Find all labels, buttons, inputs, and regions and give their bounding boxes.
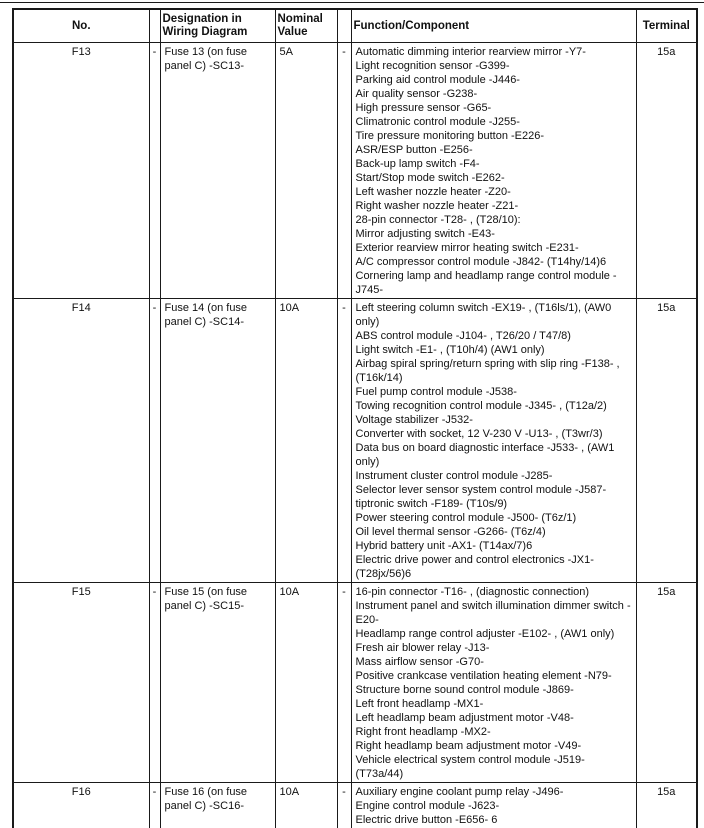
header-row: [13, 9, 697, 43]
fuse-number-cell: F16: [13, 783, 149, 828]
function-item: Selector lever sensor system control module -J587- tiptronic switch -F189- (T10s/9): [355, 484, 607, 510]
function-item: Voltage stabilizer -J532-: [355, 414, 473, 426]
function-item: Converter with socket, 12 V-230 V -U13- , (T3wr/3): [355, 428, 603, 440]
terminal-cell: 15a: [636, 43, 697, 299]
terminal-cell: 15a: [636, 583, 697, 783]
fuse-number-cell: F15: [13, 583, 149, 783]
function-item: Automatic dimming interior rearview mirror -Y7-: [355, 46, 586, 58]
function-item: 28-pin connector -T28- , (T28/10):: [355, 214, 521, 226]
function-item: Positive crankcase ventilation heating element -N79-: [355, 670, 612, 682]
function-item: Right front headlamp -MX2-: [355, 726, 491, 738]
function-item: Data bus on board diagnostic interface -J533- , (AW1 only): [355, 442, 615, 468]
function-item: Mirror adjusting switch -E43-: [355, 228, 495, 240]
nominal-value-cell: 10A: [275, 783, 337, 828]
function-item: Electric drive power and control electronics -JX1- (T28jx/56)6: [355, 554, 594, 580]
function-item: Left front headlamp -MX1-: [355, 698, 484, 710]
fuse-row: [13, 43, 697, 299]
function-item: Air quality sensor -G238-: [355, 88, 478, 100]
function-item: Right headlamp beam adjustment motor -V49-: [355, 740, 582, 752]
dash-cell: -: [337, 783, 351, 828]
dash-cell: -: [337, 583, 351, 783]
designation-cell: Fuse 14 (on fuse panel C) -SC14-: [160, 299, 275, 583]
function-item: Fresh air blower relay -J13-: [355, 642, 490, 654]
function-item: Auxiliary engine coolant pump relay -J496-: [355, 786, 564, 798]
header-function: Function/Component: [351, 9, 636, 43]
function-list-cell: [351, 43, 636, 299]
header-spacer-left: [149, 9, 160, 43]
terminal-cell: 15a: [636, 299, 697, 583]
function-item: Mass airflow sensor -G70-: [355, 656, 484, 668]
header-nominal-value: Nominal Value: [275, 9, 337, 43]
dash-cell: -: [149, 43, 160, 299]
fuse-row: [13, 783, 697, 828]
fuse-row: [13, 299, 697, 583]
function-item: High pressure sensor -G65-: [355, 102, 492, 114]
function-item: Structure borne sound control module -J869-: [355, 684, 574, 696]
dash-cell: -: [149, 299, 160, 583]
header-no: No.: [13, 9, 149, 43]
function-item: Cornering lamp and headlamp range control module -J745-: [355, 270, 617, 296]
fuse-number-cell: F13: [13, 43, 149, 299]
header-designation: Designation in Wiring Diagram: [160, 9, 275, 43]
designation-cell: Fuse 13 (on fuse panel C) -SC13-: [160, 43, 275, 299]
function-item: Exterior rearview mirror heating switch -E231-: [355, 242, 579, 254]
function-item: Left headlamp beam adjustment motor -V48-: [355, 712, 574, 724]
header-terminal: Terminal: [636, 9, 697, 43]
function-item: Headlamp range control adjuster -E102- , (AW1 only): [355, 628, 615, 640]
function-item: Right washer nozzle heater -Z21-: [355, 200, 519, 212]
function-item: ASR/ESP button -E256-: [355, 144, 473, 156]
function-item: Engine control module -J623-: [355, 800, 500, 812]
function-item: Airbag spiral spring/return spring with slip ring -F138- , (T16k/14): [355, 358, 620, 384]
function-item: Left steering column switch -EX19- , (T16ls/1), (AW0 only): [355, 302, 612, 328]
nominal-value-cell: 5A: [275, 43, 337, 299]
function-item: Oil level thermal sensor -G266- (T6z/4): [355, 526, 546, 538]
function-item: Electric drive button -E656- 6: [355, 814, 498, 826]
dash-cell: -: [337, 299, 351, 583]
function-item: ABS control module -J104- , T26/20 / T47/8): [355, 330, 571, 342]
function-item: Power steering control module -J500- (T6z/1): [355, 512, 577, 524]
function-item: Back-up lamp switch -F4-: [355, 158, 480, 170]
function-item: Light recognition sensor -G399-: [355, 60, 510, 72]
fuse-row: [13, 583, 697, 783]
dash-cell: -: [149, 783, 160, 828]
fuse-number-cell: F14: [13, 299, 149, 583]
header-spacer-right: [337, 9, 351, 43]
function-item: Vehicle electrical system control module -J519- (T73a/44): [355, 754, 585, 780]
function-item: Towing recognition control module -J345- , (T12a/2): [355, 400, 607, 412]
function-item: Light switch -E1- , (T10h/4) (AW1 only): [355, 344, 545, 356]
function-item: Instrument panel and switch illumination dimmer switch -E20-: [355, 600, 631, 626]
fuse-table: [12, 8, 698, 828]
top-rule: [0, 2, 704, 3]
function-item: 16-pin connector -T16- , (diagnostic connection): [355, 586, 590, 598]
function-item: Instrument cluster control module -J285-: [355, 470, 553, 482]
designation-cell: Fuse 16 (on fuse panel C) -SC16-: [160, 783, 275, 828]
function-item: Left washer nozzle heater -Z20-: [355, 186, 511, 198]
function-list-cell: [351, 299, 636, 583]
function-list-cell: [351, 783, 636, 828]
function-item: Tire pressure monitoring button -E226-: [355, 130, 545, 142]
dash-cell: -: [149, 583, 160, 783]
function-item: Hybrid battery unit -AX1- (T14ax/7)6: [355, 540, 533, 552]
nominal-value-cell: 10A: [275, 583, 337, 783]
dash-cell: -: [337, 43, 351, 299]
function-item: Parking aid control module -J446-: [355, 74, 520, 86]
designation-cell: Fuse 15 (on fuse panel C) -SC15-: [160, 583, 275, 783]
function-item: Climatronic control module -J255-: [355, 116, 520, 128]
function-list-cell: [351, 583, 636, 783]
function-item: Start/Stop mode switch -E262-: [355, 172, 505, 184]
terminal-cell: 15a: [636, 783, 697, 828]
function-item: A/C compressor control module -J842- (T14hy/14)6: [355, 256, 607, 268]
nominal-value-cell: 10A: [275, 299, 337, 583]
function-item: Fuel pump control module -J538-: [355, 386, 517, 398]
